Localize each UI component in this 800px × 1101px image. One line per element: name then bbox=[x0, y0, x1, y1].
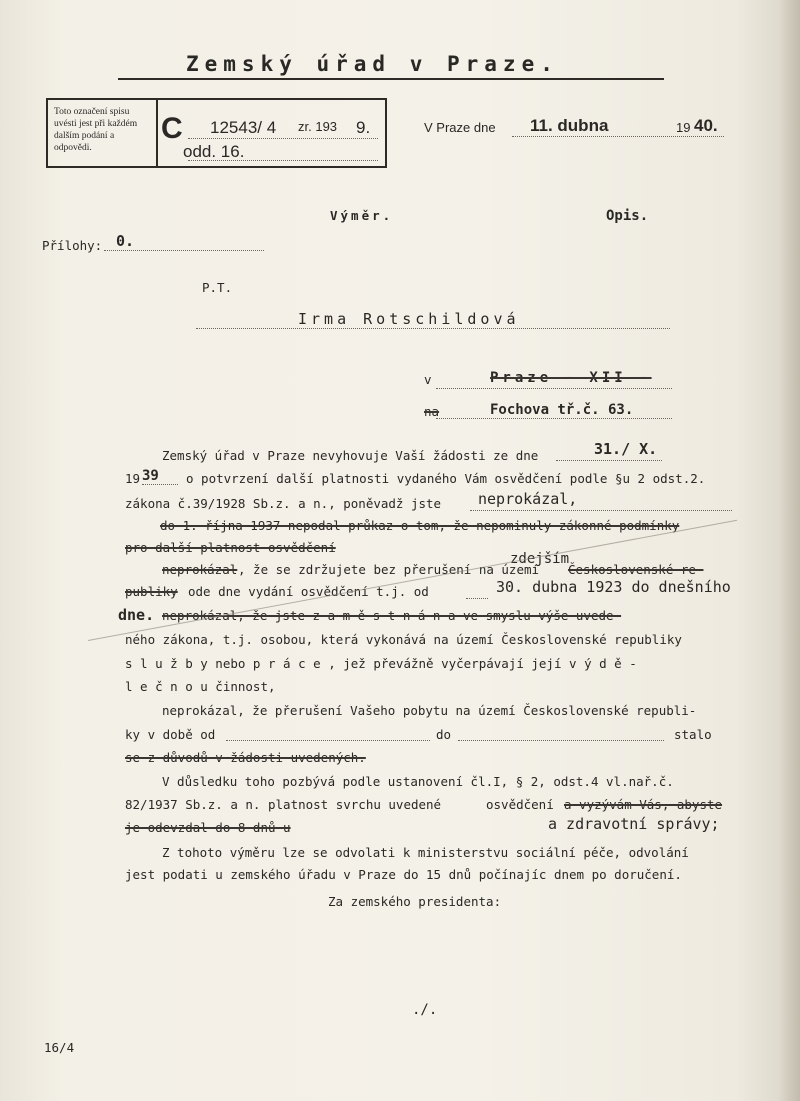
body-reason-word: neprokázal, bbox=[478, 490, 578, 508]
body-line-10: s l u ž b y nebo p r á c e , jež převážně vyčerpávají její v ý d ě - bbox=[125, 656, 637, 671]
body-line-7: ode dne vydání osvědčení t.j. od bbox=[188, 584, 429, 599]
body-line-13b: do bbox=[436, 727, 452, 742]
copy-mark: Opis. bbox=[606, 208, 649, 224]
body-line-13a: ky v době od bbox=[125, 727, 216, 742]
body-line-6-struck: neprokázal bbox=[162, 562, 238, 577]
body-line-8-word: dne. bbox=[118, 606, 155, 624]
date-year-prefix: 19 bbox=[676, 120, 691, 135]
reference-divider bbox=[156, 100, 158, 166]
form-code: 16/4 bbox=[44, 1040, 75, 1055]
date-prefix: V Praze dne bbox=[424, 120, 496, 135]
body-line-14-struck: se z důvodů v žádosti uvedených. bbox=[125, 750, 366, 765]
body-line-13-dots-2 bbox=[458, 740, 664, 741]
body-line-7-struck: publiky bbox=[125, 584, 178, 599]
reference-department: odd. 16. bbox=[183, 142, 245, 161]
body-line-16-struck: a vyzývám Vás, abyste bbox=[564, 797, 723, 812]
recipient-street: Fochova tř.č. 63. bbox=[490, 402, 634, 418]
recipient-city: Praze - XII - bbox=[490, 370, 652, 386]
body-year: 39 bbox=[142, 468, 159, 484]
reference-year-digit: 9. bbox=[356, 118, 371, 137]
body-struck-1: do 1. října 1937 nepodal průkaz o tom, že nepominuly zákonné podmínky bbox=[160, 518, 680, 533]
body-line-6-struck-2: Československé re- bbox=[568, 562, 704, 577]
body-line-17-struck: je odevzdal do 8 dnů u bbox=[125, 820, 291, 835]
end-mark: ./. bbox=[412, 1002, 438, 1018]
document-type: Výměr. bbox=[330, 208, 394, 223]
recipient-city-line bbox=[436, 388, 672, 389]
recipient-salutation: P.T. bbox=[202, 280, 233, 295]
body-line-13c: stalo bbox=[674, 727, 712, 742]
reference-number: 12543/ 4 bbox=[210, 118, 277, 137]
recipient-name-line bbox=[196, 328, 670, 329]
body-line-3: zákona č.39/1928 Sb.z. a n., poněvadž jste bbox=[125, 496, 442, 511]
date-year-digits: 40. bbox=[694, 116, 718, 135]
recipient-street-prefix: na bbox=[424, 404, 440, 419]
reference-letter: C bbox=[161, 112, 183, 145]
signature-line: Za zemského presidenta: bbox=[328, 894, 502, 909]
body-line-16-word: osvědčení bbox=[486, 797, 554, 812]
body-line-6-insert: zdejším bbox=[510, 551, 570, 567]
body-request-date: 31./ X. bbox=[594, 440, 658, 458]
body-line-7-date: 30. dubna 1923 do dnešního bbox=[496, 578, 731, 596]
reference-note: Toto označení spisu uvésti jest při každém dalším podání a odpovědi. bbox=[54, 107, 138, 153]
body-line-2: o potvrzení další platnosti vydaného Vám osvědčení podle §u 2 odst.2. bbox=[186, 471, 706, 486]
body-line-11: l e č n o u činnost, bbox=[125, 679, 276, 694]
body-line-9: ného zákona, t.j. osobou, která vykonává na území Československé republiky bbox=[125, 632, 682, 647]
body-year-prefix: 19 bbox=[125, 471, 141, 486]
header-rule bbox=[118, 78, 664, 80]
body-year-line bbox=[142, 484, 178, 485]
page-edge-shadow bbox=[778, 0, 800, 1101]
body-struck-2: pro další platnost osvědčení bbox=[125, 540, 336, 555]
recipient-city-prefix: v bbox=[424, 372, 432, 387]
reference-dept-line bbox=[188, 160, 378, 161]
reference-year-label: zr. 193 bbox=[298, 119, 338, 134]
attachments-value: 0. bbox=[116, 232, 135, 250]
recipient-street-line bbox=[436, 418, 672, 419]
reference-number-line bbox=[188, 138, 378, 139]
body-line-7-dots bbox=[466, 598, 488, 599]
body-line-19: jest podati u zemského úřadu v Praze do 15 dnů počínajíc dnem po doručení. bbox=[125, 867, 682, 882]
body-line-1: Zemský úřad v Praze nevyhovuje Vaší žádosti ze dne bbox=[162, 448, 539, 463]
body-reason-line bbox=[470, 510, 732, 511]
body-line-15: V důsledku toho pozbývá podle ustanovení čl.I, § 2, odst.4 vl.nař.č. bbox=[162, 774, 674, 789]
body-request-date-line bbox=[556, 460, 662, 461]
date-value: 11. dubna bbox=[530, 116, 609, 135]
office-header: Zemský úřad v Praze. bbox=[186, 52, 559, 76]
body-line-17-insert: a zdravotní správy; bbox=[548, 815, 720, 833]
recipient-name: Irma Rotschildová bbox=[298, 310, 520, 328]
attachments-label: Přílohy: bbox=[42, 238, 103, 253]
body-line-18: Z tohoto výměru lze se odvolati k ministerstvu sociální péče, odvolání bbox=[162, 845, 689, 860]
body-line-8-struck: neprokázal, že jste z a m ě s t n á n a ve smyslu výše uvede- bbox=[162, 608, 622, 623]
reference-box bbox=[46, 98, 387, 168]
body-line-6: , že se zdržujete bez přerušení na území bbox=[238, 562, 540, 577]
body-line-16: 82/1937 Sb.z. a n. platnost svrchu uvedené bbox=[125, 797, 442, 812]
body-line-13-dots-1 bbox=[226, 740, 430, 741]
date-line bbox=[512, 136, 724, 137]
body-line-12: neprokázal, že přerušení Vašeho pobytu na území Československé republi- bbox=[162, 703, 697, 718]
attachments-line bbox=[104, 250, 264, 251]
